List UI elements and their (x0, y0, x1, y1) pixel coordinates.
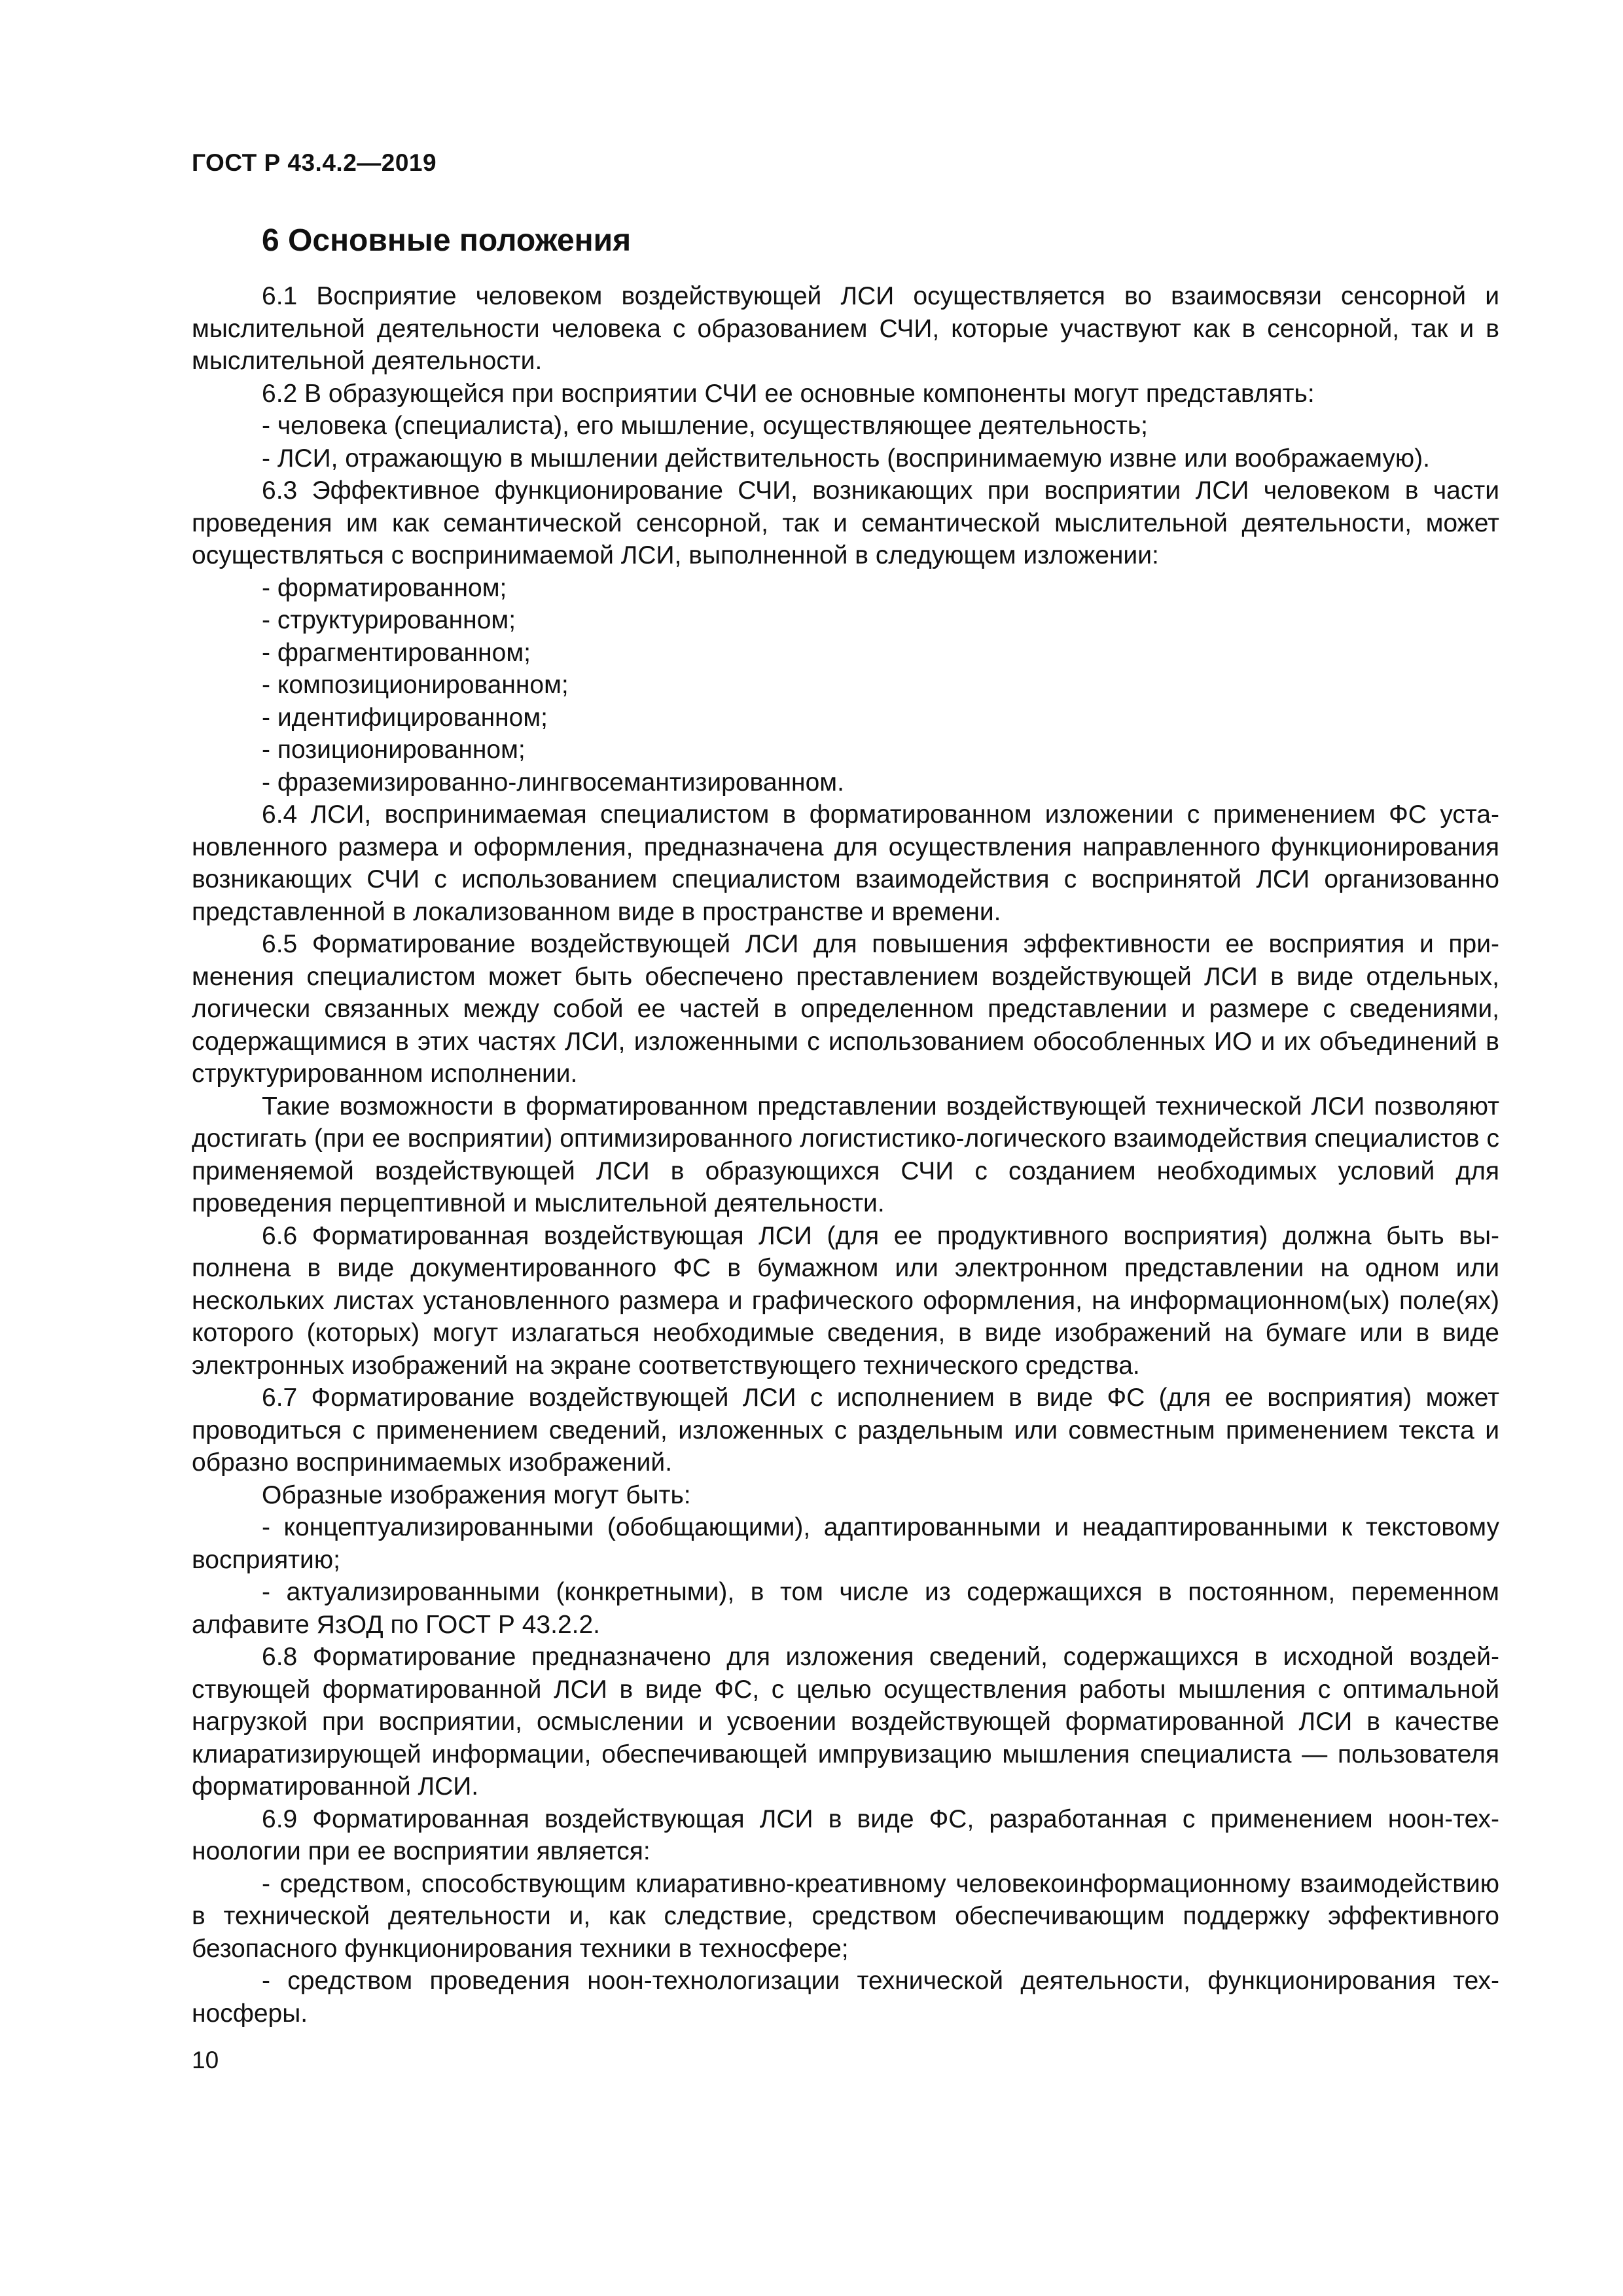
list-item: - человека (специалиста), его мышление, осуществляющее деятельность; (262, 412, 1149, 440)
list-item: - концептуализированными (обобщающими), адаптированными и неадаптированными к текстовому восприятию; (192, 1513, 1499, 1574)
paragraph-6-9: 6.9 Форматированная воздействующая ЛСИ в виде ФС, разработанная с применением ноон-техноологии при ее восприятии является: (192, 1804, 1499, 1865)
list-item: - форматированном; (262, 573, 507, 602)
list-item: - средством проведения ноон-технологизации технической деятельности, функционирования техносферы. (192, 1967, 1499, 2028)
section-title: 6 Основные положения (262, 223, 632, 258)
list-item: - актуализированными (конкретными), в том числе из содержащихся в постоянном, переменном алфавите ЯзОД по ГОСТ Р 43.2.2. (192, 1578, 1499, 1639)
list-item: - фраземизированно-лингвосемантизированном. (262, 768, 844, 797)
section-body (192, 280, 1499, 2030)
paragraph-6-5: 6.5 Форматирование воздействующей ЛСИ для повышения эффективности ее восприятия и применения специалистом может быть обеспечено преставлением воздействующей ЛСИ в виде отдельных, логически связанных между собой ее частей в определенном представлении и размере с сведениями, содержащимися в этих частях ЛСИ, изложенными с использованием обособленных ИО и их объединений в структурированном исполнении. (192, 930, 1499, 1088)
list-item: - структурированном; (262, 606, 516, 634)
paragraph-6-7: 6.7 Форматирование воздействующей ЛСИ с исполнением в виде ФС (для ее восприятия) может проводиться с применением сведений, изложенных с раздельным или совместным применением текста и образно воспринимаемых изображений. (192, 1384, 1499, 1477)
list-item: - идентифицированном; (262, 703, 548, 732)
list-item: - позиционированном; (262, 736, 526, 764)
list-item: - средством, способствующим клиаративно-креативному человекоинформационному взаимодействию в технической деятельности и, как следствие, средством обеспечивающим поддержку эффективного безопасного функционирования техники в техносфере; (192, 1869, 1499, 1963)
page-number: 10 (192, 2047, 219, 2073)
paragraph-6-7-lead: Образные изображения могут быть: (262, 1480, 691, 1509)
list-item: - композиционированном; (262, 671, 569, 699)
paragraph-6-5-continued: Такие возможности в форматированном представлении воздействующей технической ЛСИ позволяют достигать (при ее восприятии) оптимизированного логистистико-логического взаимодействия специалистов с применяемой воздействующей ЛСИ в образующихся СЧИ с созданием необходимых условий для проведения перцептивной и мыслительной деятельности. (192, 1092, 1499, 1217)
paragraph-6-3: 6.3 Эффективное функционирование СЧИ, возникающих при восприятии ЛСИ человеком в части проведения им как семантической сенсорной, так и семантической мыслительной деятельности, может осуществляться с воспринимаемой ЛСИ, выполненной в следующем изложении: (192, 476, 1499, 569)
paragraph-6-1: 6.1 Восприятие человеком воздействующей ЛСИ осуществляется во взаимосвязи сенсорной и мыслительной деятельности человека с образованием СЧИ, которые участвуют как в сенсорной, так и в мыслительной деятельности. (192, 282, 1499, 375)
list-item: - ЛСИ, отражающую в мышлении действительность (воспринимаемую извне или воображаемую). (262, 444, 1430, 473)
paragraph-6-8: 6.8 Форматирование предназначено для изложения сведений, содержащихся в исходной воздействующей форматированной ЛСИ в виде ФС, с целью осуществления работы мышления с оптимальной нагрузкой при восприятии, осмыслении и усвоении воздействующей форматированной ЛСИ в качестве клиаратизирующей информации, обеспечивающей импрувизацию мышления специалиста — пользователя форматированной ЛСИ. (192, 1643, 1499, 1801)
paragraph-6-4: 6.4 ЛСИ, воспринимаемая специалистом в форматированном изложении с применением ФС установленного размера и оформления, предназначена для осуществления направленного функционирования возникающих СЧИ с использованием специалистом взаимодействия с воспринятой ЛСИ организованно представленной в локализованном виде в пространстве и времени. (192, 800, 1499, 926)
paragraph-6-2: 6.2 В образующейся при восприятии СЧИ ее основные компоненты могут представлять: (262, 379, 1315, 408)
document-code-header: ГОСТ Р 43.4.2—2019 (192, 149, 437, 176)
list-item: - фрагментированном; (262, 638, 531, 667)
paragraph-6-6: 6.6 Форматированная воздействующая ЛСИ (для ее продуктивного восприятия) должна быть выполнена в виде документированного ФС в бумажном или электронном представлении на одном или нескольких листах установленного размера и графического оформления, на информационном(ых) поле(ях) которого (которых) могут излагаться необходимые сведения, в виде изображений на бумаге или в виде электронных изображений на экране соответствующего технического средства. (192, 1221, 1499, 1380)
